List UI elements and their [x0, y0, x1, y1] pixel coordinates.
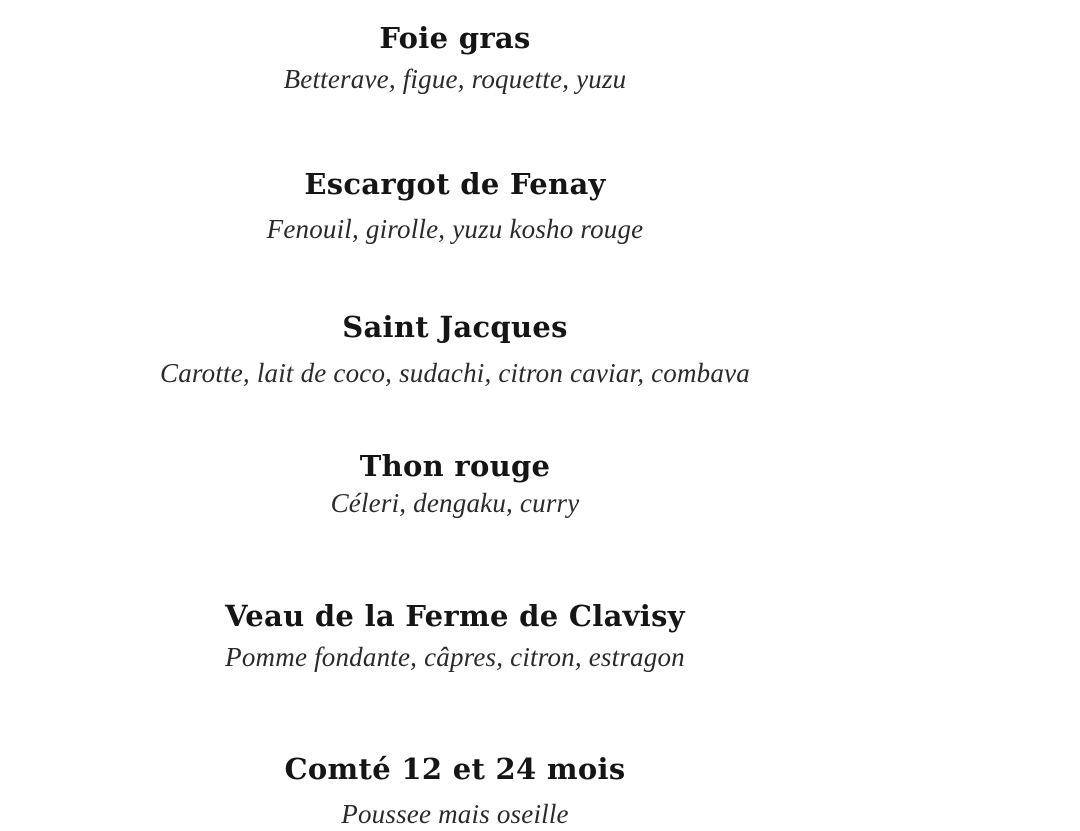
dish-name: Escargot de Fenay — [304, 167, 606, 201]
course-escargot — [0, 166, 910, 246]
dish-name: Comté 12 et 24 mois — [284, 752, 626, 786]
dish-description: Fenouil, girolle, yuzu kosho rouge — [266, 214, 644, 244]
course-veau — [0, 598, 910, 674]
dish-description: Céleri, dengaku, curry — [330, 488, 580, 518]
course-foie-gras — [0, 20, 910, 96]
course-saint-jacques — [0, 309, 910, 390]
dish-name: Foie gras — [379, 21, 531, 55]
dish-name: Veau de la Ferme de Clavisy — [225, 599, 685, 633]
dish-name: Saint Jacques — [342, 310, 568, 344]
dish-description: Poussee mais oseille — [341, 799, 569, 829]
dish-name: Thon rouge — [359, 449, 551, 483]
dish-description: Betterave, figue, roquette, yuzu — [283, 64, 627, 94]
dish-description: Pomme fondante, câpres, citron, estragon — [225, 642, 685, 672]
course-thon-rouge — [0, 448, 910, 520]
dish-description: Carotte, lait de coco, sudachi, citron caviar, combava — [160, 358, 750, 388]
course-comte — [0, 751, 910, 831]
